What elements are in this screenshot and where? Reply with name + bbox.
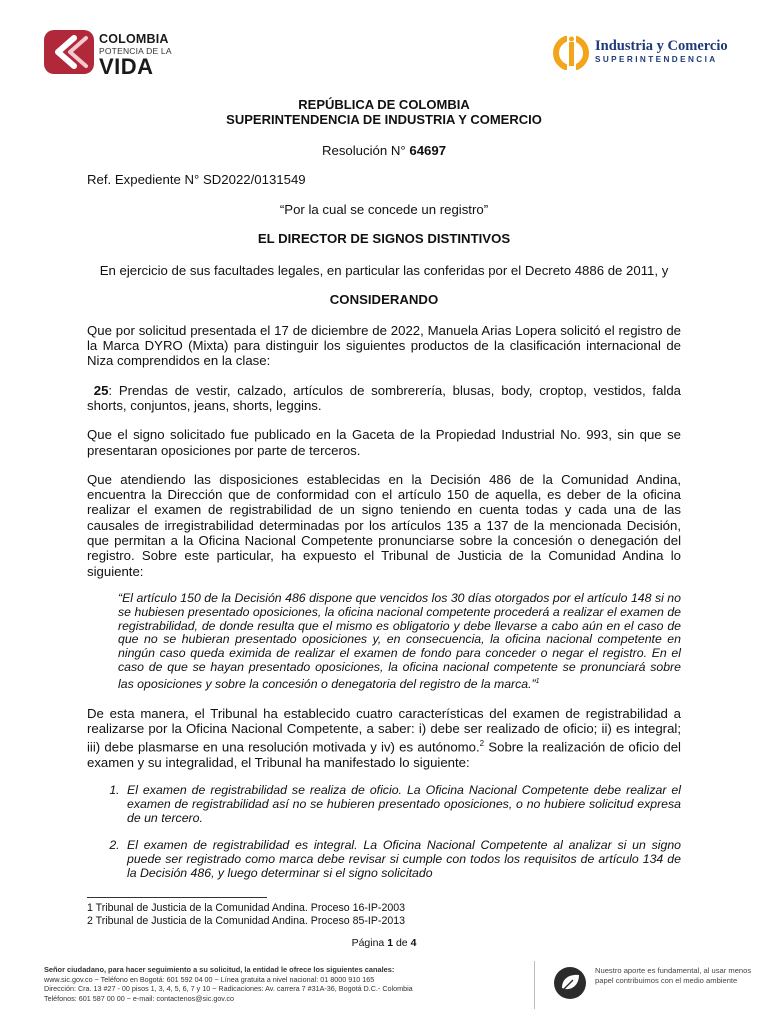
page-current: 1 xyxy=(387,937,394,949)
reference-line: Ref. Expediente N° SD2022/0131549 xyxy=(87,172,306,188)
paragraph-solicitud: Que por solicitud presentada el 17 de diciembre de 2022, Manuela Arias Lopera solicitó el registro de la Marca DYRO (Mixta) para distinguir los siguientes productos de la clasificación internacional de Niza comprendidos en la clase: xyxy=(87,322,681,369)
heading-republica: REPÚBLICA DE COLOMBIA xyxy=(298,97,470,112)
colombia-potencia-logo xyxy=(44,30,194,79)
footnote-ref-2: 2 xyxy=(479,739,485,749)
footer-contact xyxy=(44,965,484,1003)
sic-logo-title: Industria y Comercio xyxy=(595,38,728,54)
para4-part-b: Sobre la realización de oficio del examen y su integralidad, el Tribunal ha manifestado lo siguiente: xyxy=(87,739,681,770)
colombia-logo-icon xyxy=(44,30,94,74)
document-body xyxy=(87,97,681,880)
footer-eco xyxy=(553,964,753,1008)
footnote-2: 2 Tribunal de Justicia de la Comunidad Andina. Proceso 85-IP-2013 xyxy=(87,915,406,927)
eco-leaf-icon xyxy=(553,966,587,1000)
list-item: 1. El examen de registrabilidad se realiza de oficio. La Oficina Nacional Competente debe realizar el examen de registrabilidad así no se hubieren presentado oposiciones, o no hubiere solicitud expresa de un tercero. xyxy=(123,783,681,825)
page-label: Página xyxy=(351,937,385,949)
footnote-1: 1 Tribunal de Justicia de la Comunidad Andina. Proceso 16-IP-2003 xyxy=(87,902,406,914)
list-item: 2. El examen de registrabilidad es integral. La Oficina Nacional Competente al analizar si un signo puede ser registrado como marca debe revisar si cumple con todos los requisitos de artículo 134 de la Decisión 486, y luego determinar si el signo solicitado xyxy=(123,838,681,880)
sic-logo xyxy=(553,36,743,72)
logo-line-potencia: POTENCIA DE LA xyxy=(99,46,172,56)
subject-line: “Por la cual se concede un registro” xyxy=(279,201,489,217)
tribunal-quote xyxy=(118,592,681,692)
footer-line: Dirección: Cra. 13 #27 - 00 pisos 1, 3, 4, 5, 6, 7 y 10 ~ Radicaciones: Av. carrera 7 #31A-36, Bogotá D.C.- Colombia xyxy=(44,984,413,994)
considerando-heading: CONSIDERANDO xyxy=(329,292,439,308)
footnotes xyxy=(87,902,405,928)
paragraph-decision-486: Que atendiendo las disposiciones establecidas en la Decisión 486 de la Comunidad Andina, encuentra la Dirección que de conformidad con el artículo 150 de aquella, es deber de la oficina realizar el examen de registrabilidad de un signo teniendo en cuenta todas y cada una de las causales de irregistrabilidad determinadas por los artículos 135 a 137 de la mencionada Decisión, que permitan a la Oficina Nacional Competente pronunciarse sobre la concesión o denegación del registro. Sobre este particular, ha expuesto el Tribunal de Justicia de la Comunidad Andina lo siguiente: xyxy=(87,471,681,579)
resolution-label: Resolución N° xyxy=(321,143,406,158)
tribunal-list xyxy=(87,783,681,880)
paragraph-publicacion: Que el signo solicitado fue publicado en la Gaceta de la Propiedad Industrial No. 993, sin que se presentaran oposiciones por parte de terceros. xyxy=(87,427,681,458)
sic-logo-icon xyxy=(553,36,589,70)
resolution-line xyxy=(87,143,681,158)
class-paragraph xyxy=(87,383,681,414)
page-total: 4 xyxy=(410,937,417,949)
footnote-divider xyxy=(87,897,267,898)
footer-divider xyxy=(534,961,535,1009)
faculties-paragraph: En ejercicio de sus facultades legales, en particular las conferidas por el Decreto 4886 de 2011, y xyxy=(99,263,669,279)
logo-line-vida: VIDA xyxy=(99,54,154,79)
class-number: 25 xyxy=(93,382,109,398)
logo-line-colombia: COLOMBIA xyxy=(99,32,169,46)
resolution-number: 64697 xyxy=(409,143,447,158)
footer-line: Teléfonos: 601 587 00 00 ~ e-mail: contactenos@sic.gov.co xyxy=(44,993,234,1003)
heading-superintendencia: SUPERINTENDENCIA DE INDUSTRIA Y COMERCIO xyxy=(226,112,542,127)
para4-part-a: De esta manera, el Tribunal ha establecido cuatro características del examen de registrabilidad a realizarse por la Oficina Nacional Competente, a saber: i) debe ser realizado de oficio; ii) es integral; iii) debe plasmarse en una resolución motivada y iv) es autónomo. xyxy=(87,705,681,755)
quote-text: “El artículo 150 de la Decisión 486 dispone que vencidos los 30 días otorgados por el artículo 148 si no se hubiesen presentado oposiciones, la oficina nacional competente procederá a realizar el examen de registrabilidad, de donde resulta que el mismo es obligatorio y debe llevarse a cabo aún en el caso de que no se hubieran presentado oposiciones y, en consecuencia, la oficina nacional competente en ningún caso queda eximida de realizar el examen de fondo para conceder o negar el registro. En el caso de que se hayan presentado oposiciones, la oficina nacional competente se pronunciará sobre las oposiciones y sobre la concesión o denegatoria del registro de la marca.” xyxy=(118,590,681,691)
page-indicator xyxy=(0,937,768,949)
footer-line: www.sic.gov.co ~ Teléfono en Bogotá: 601 592 04 00 ~ Línea gratuita a nivel nacional: 01 8000 910 165 xyxy=(44,974,375,984)
eco-message: Nuestro aporte es fundamental, al usar menos papel contribuimos con el medio ambiente xyxy=(595,966,752,985)
sic-logo-subtitle: SUPERINTENDENCIA xyxy=(595,55,718,64)
footer-line: Señor ciudadano, para hacer seguimiento a su solicitud, la entidad le ofrece los siguientes canales: xyxy=(44,965,395,974)
page-of: de xyxy=(395,937,408,949)
class-text: : Prendas de vestir, calzado, artículos de sombrerería, blusas, body, croptop, vestidos, falda shorts, conjuntos, jeans, shorts, leggins. xyxy=(87,382,681,413)
paragraph-caracteristicas xyxy=(87,706,681,771)
director-heading: EL DIRECTOR DE SIGNOS DISTINTIVOS xyxy=(257,230,511,246)
footnote-ref-1: 1 xyxy=(535,677,540,685)
